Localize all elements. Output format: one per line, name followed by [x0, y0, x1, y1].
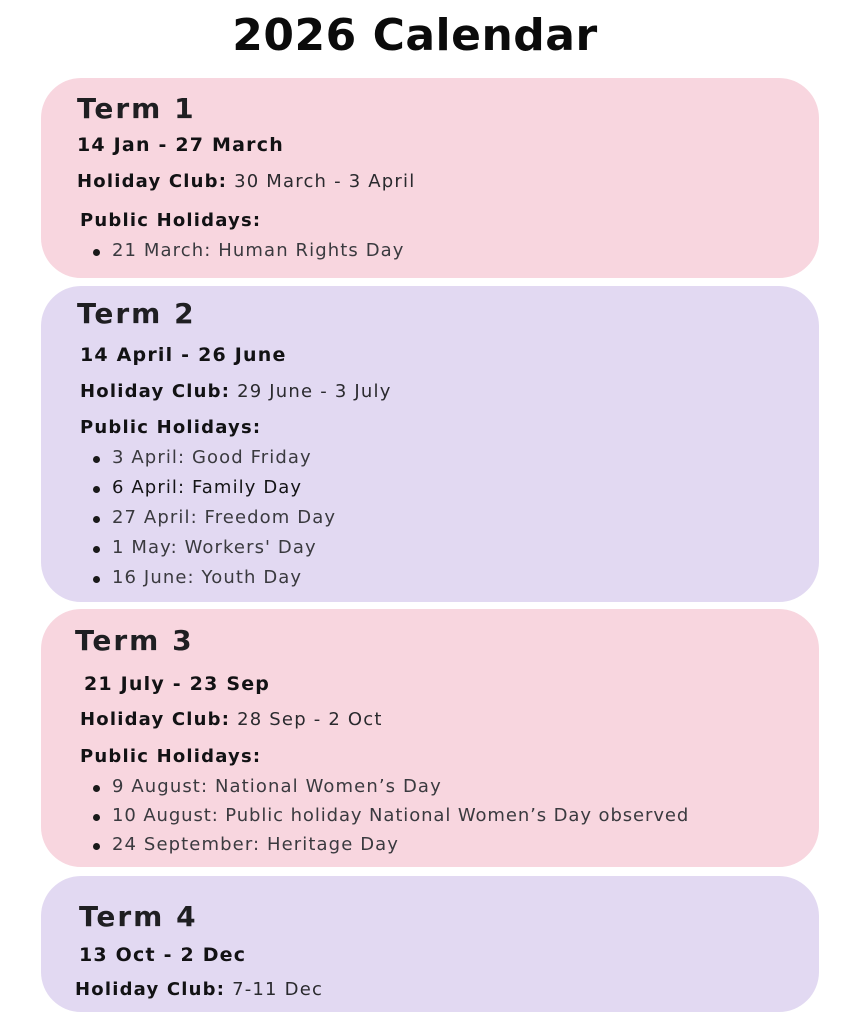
term-dates: 13 Oct - 2 Dec — [79, 944, 247, 966]
bullet-icon — [93, 814, 100, 821]
bullet-icon — [93, 249, 100, 256]
public-holiday-item: 3 April: Good Friday — [93, 447, 312, 468]
holiday-club-dates: 28 Sep - 2 Oct — [237, 709, 383, 730]
holiday-club-label: Holiday Club: — [80, 381, 231, 402]
public-holiday-item: 24 September: Heritage Day — [93, 834, 399, 855]
bullet-icon — [93, 785, 100, 792]
term-dates: 21 July - 23 Sep — [84, 673, 271, 695]
holiday-club — [75, 979, 323, 1000]
term-dates: 14 April - 26 June — [80, 344, 287, 366]
holiday-club — [77, 171, 415, 192]
bullet-icon — [93, 546, 100, 553]
holiday-club-label: Holiday Club: — [75, 979, 226, 1000]
public-holidays-heading: Public Holidays: — [80, 746, 262, 767]
term-4-card — [41, 876, 819, 1012]
holiday-club — [80, 381, 392, 402]
public-holidays-heading: Public Holidays: — [80, 210, 262, 231]
bullet-icon — [93, 516, 100, 523]
public-holiday-item: 10 August: Public holiday National Women’s Day observed — [93, 805, 689, 826]
holiday-club-label: Holiday Club: — [77, 171, 228, 192]
holiday-club-dates: 29 June - 3 July — [237, 381, 392, 402]
page-title: 2026 Calendar — [232, 10, 598, 61]
holiday-club — [80, 709, 383, 730]
public-holiday-item: 27 April: Freedom Day — [93, 507, 336, 528]
term-title: Term 2 — [77, 297, 196, 330]
term-2-card — [41, 286, 819, 602]
term-title: Term 3 — [75, 624, 194, 657]
term-3-card — [41, 609, 819, 867]
holiday-club-label: Holiday Club: — [80, 709, 231, 730]
term-title: Term 1 — [77, 92, 196, 125]
public-holiday-item: 9 August: National Women’s Day — [93, 776, 442, 797]
bullet-icon — [93, 576, 100, 583]
bullet-icon — [93, 456, 100, 463]
term-title: Term 4 — [79, 900, 198, 933]
public-holiday-item: 21 March: Human Rights Day — [93, 240, 405, 261]
term-dates: 14 Jan - 27 March — [77, 134, 284, 156]
holiday-club-dates: 7-11 Dec — [232, 979, 324, 1000]
public-holiday-item: 6 April: Family Day — [93, 477, 302, 498]
term-1-card — [41, 78, 819, 278]
public-holiday-item: 16 June: Youth Day — [93, 567, 302, 588]
public-holiday-item: 1 May: Workers' Day — [93, 537, 317, 558]
holiday-club-dates: 30 March - 3 April — [234, 171, 416, 192]
bullet-icon — [93, 486, 100, 493]
bullet-icon — [93, 843, 100, 850]
public-holidays-heading: Public Holidays: — [80, 417, 262, 438]
